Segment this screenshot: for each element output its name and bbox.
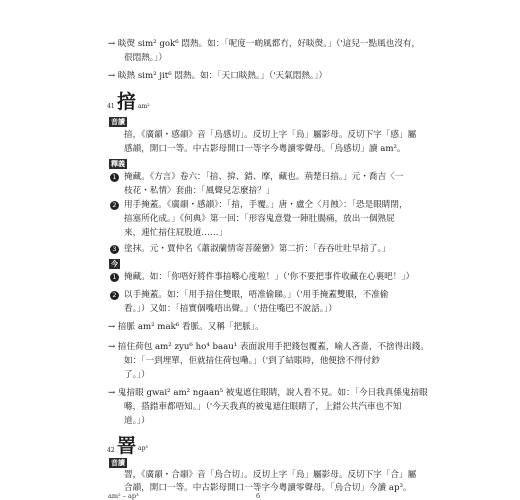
text-line: 罯，《廣韻・合韻》音「烏合切」。反切上字「烏」屬影母。反切下字「合」屬 bbox=[124, 470, 417, 480]
text-line: 掩藏。《方言》卷六：「揞、揜、錯、摩，藏也。荊楚曰揞。」元・喬吉〈一 bbox=[124, 172, 404, 182]
headword-romanization: ap³ bbox=[138, 445, 148, 452]
entry-line: → 睒㷫 sim² gok⁶ 悶熱。如：「呢度一啲風都冇，好睒㷫。」（'這兒一點風也沒有， bbox=[108, 39, 421, 49]
section-tag-modern: 今 bbox=[111, 260, 118, 268]
text-line: 合韻，開口一等。中古影母開口一等字今粵讀零聲母。「烏合切」今讀 ap³。 bbox=[124, 483, 412, 493]
text-line: 用手掩蓋。《廣韻・感韻》：「揞，手覆。」唐・盧仝〈月蝕〉：「恐是眼睛閉， bbox=[124, 200, 408, 210]
item-number: 3 bbox=[110, 245, 119, 254]
section-tag-pronunciation: 音讀 bbox=[111, 118, 125, 126]
page-number: 6 bbox=[256, 492, 261, 500]
entry-line: 很悶熱。」） bbox=[124, 53, 167, 63]
item-number: 2 bbox=[110, 201, 119, 210]
section-tag-meaning: 釋義 bbox=[111, 160, 125, 168]
text-line: 看。」）又如：「揞實個嘴唔出聲。」（'捂住嘴巴不說話。」） bbox=[124, 304, 337, 314]
item-number: 1 bbox=[110, 173, 119, 182]
section-tag-pronunciation: 音讀 bbox=[111, 459, 125, 467]
footer-range: am² – ap³ bbox=[108, 492, 139, 500]
text-line: 以手掩蓋。如：「用手揞住雙眼，唔准偷睇。」（'用手掩蓋雙眼，不准偷 bbox=[124, 290, 389, 300]
text-line: 來，連忙揞住屁股道……」 bbox=[124, 228, 228, 238]
subentry-line: → 揞住荷包 am² zyu⁶ ho⁴ baau¹ 表面說用手把錢包覆蓋，喻人吝嗇，不捨得出錢。 bbox=[108, 342, 429, 352]
subentry-line: → 揞脈 am² mak⁶ 看脈。又稱「把脈」。 bbox=[108, 322, 264, 332]
text-line: 揞，《廣韻・感韻》音「烏感切」。反切上字「烏」屬影母。反切下字「感」屬 bbox=[124, 130, 417, 140]
text-line: 感韻，開口一等。中古影母開口一等字今粵讀零聲母。「烏感切」讀 am²。 bbox=[124, 144, 406, 154]
text-line: 枝花・私情〉套曲：「風聲兒怎麼揞？」 bbox=[124, 186, 275, 196]
headword: 揞 bbox=[117, 91, 137, 113]
subentry-line: 了。」） bbox=[124, 370, 150, 380]
text-line: 揞塞所化成。」《何典》第一回：「形容鬼意覺一陣肚腸痛，放出一個熟屁 bbox=[124, 214, 395, 224]
subentry-line: → 鬼揞眼 gwai² am² ngaan⁵ 被鬼遮住眼睛，說人看不見。如：「今日我真係鬼揞眼 bbox=[108, 388, 428, 398]
headword-romanization: am² bbox=[138, 103, 150, 110]
headword-index: 41 bbox=[107, 103, 115, 110]
text-line: 掩藏。如：「你唔好將件事揞喺心度啦！」（'你不要把事件收藏在心裏吧！」） bbox=[124, 272, 415, 282]
text-line: 塗抹。元・賈仲名《蕭淑蘭情寄菩薩蠻》第二折：「吞吞吐吐早揞了。」 bbox=[124, 244, 391, 254]
headword: 罯 bbox=[117, 435, 137, 457]
item-number: 2 bbox=[110, 291, 119, 300]
entry-line: → 睒熱 sim² jit⁶ 悶熱。如：「天口睒熱。」（'天氣悶熱。」） bbox=[108, 71, 328, 81]
subentry-line: 道。」） bbox=[124, 416, 150, 426]
subentry-line: 如：「一到埋單，佢就揞住荷包嘞。」（'到了結賬時，他便捨不得付鈔 bbox=[124, 356, 380, 366]
headword-index: 42 bbox=[107, 447, 115, 454]
item-number: 1 bbox=[110, 273, 119, 282]
subentry-line: 喺，搭錯車都唔知。」（'今天我真的被鬼遮住眼睛了，上錯公共汽車也不知 bbox=[124, 402, 402, 412]
